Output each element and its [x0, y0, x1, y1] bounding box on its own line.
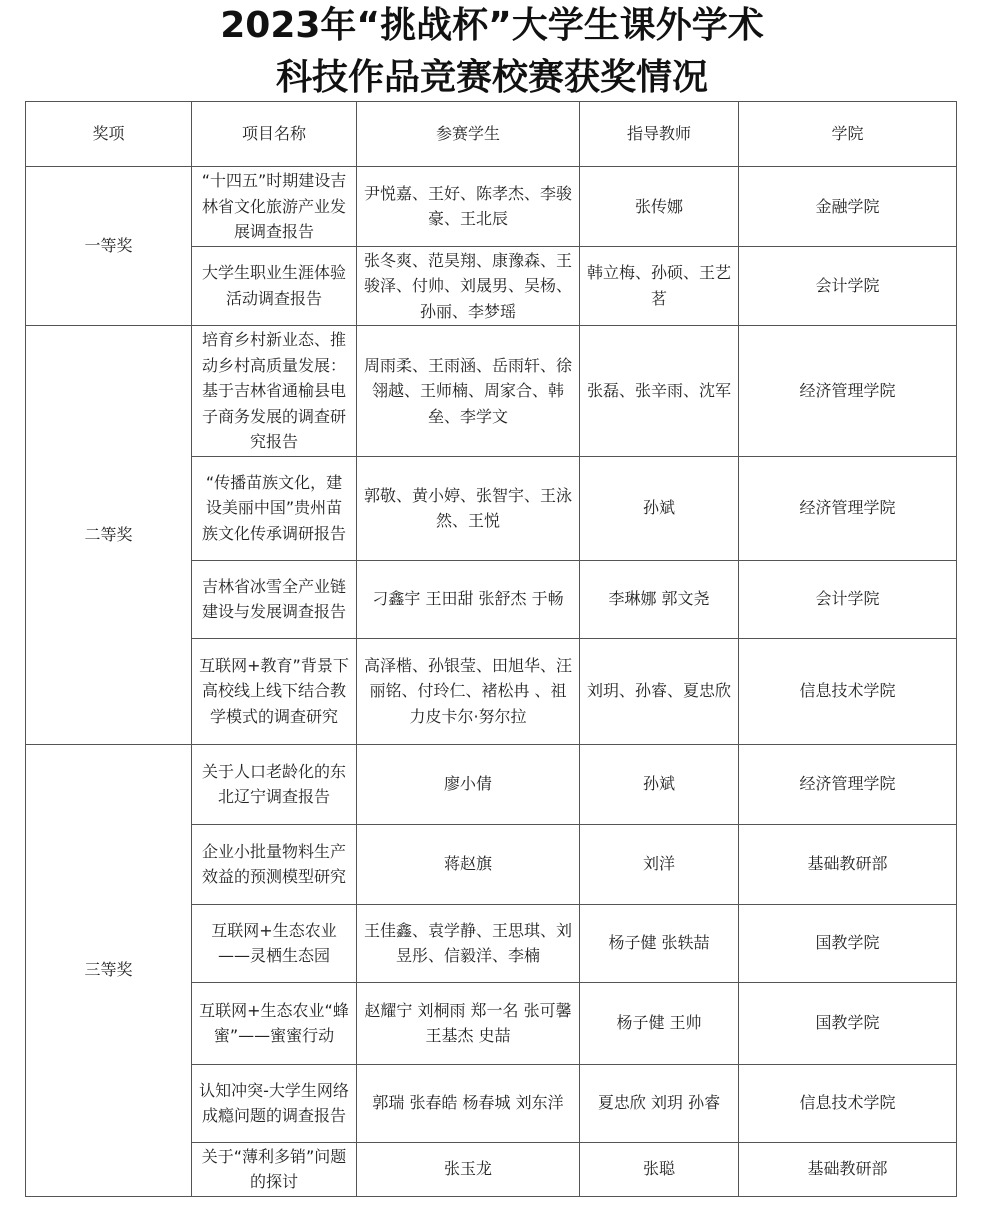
- advisor-cell: 张传娜: [580, 167, 739, 247]
- project-cell: 互联网+生态农业——灵栖生态园: [192, 904, 357, 982]
- project-cell: 大学生职业生涯体验活动调查报告: [192, 246, 357, 326]
- project-cell: 吉林省冰雪全产业链建设与发展调查报告: [192, 560, 357, 638]
- college-cell: 国教学院: [739, 982, 957, 1064]
- table-row: [26, 167, 957, 247]
- students-cell: 张冬爽、范昊翔、康豫森、王骏泽、付帅、刘晟男、吴杨、孙丽、李梦瑶: [357, 246, 580, 326]
- students-cell: 郭敬、黄小婷、张智宇、王泳然、王悦: [357, 456, 580, 560]
- project-cell: 企业小批量物料生产效益的预测模型研究: [192, 824, 357, 904]
- students-cell: 蒋赵旗: [357, 824, 580, 904]
- page-title-line-1: 2023年“挑战杯”大学生课外学术: [220, 5, 764, 46]
- advisor-cell: 孙斌: [580, 744, 739, 824]
- college-cell: 经济管理学院: [739, 744, 957, 824]
- table-header-row: [26, 102, 957, 167]
- award-cell: 一等奖: [26, 167, 192, 326]
- project-cell: “传播苗族文化，建设美丽中国”贵州苗族文化传承调研报告: [192, 456, 357, 560]
- advisor-cell: 张聪: [580, 1142, 739, 1196]
- advisor-cell: 刘洋: [580, 824, 739, 904]
- table-row: [26, 326, 957, 457]
- advisor-cell: 张磊、张辛雨、沈军: [580, 326, 739, 457]
- table-row: [26, 744, 957, 824]
- college-cell: 国教学院: [739, 904, 957, 982]
- award-table: [25, 101, 957, 1197]
- college-cell: 会计学院: [739, 560, 957, 638]
- project-cell: 关于“薄利多销”问题的探讨: [192, 1142, 357, 1196]
- project-cell: 互联网+教育”背景下高校线上线下结合教学模式的调查研究: [192, 638, 357, 744]
- students-cell: 尹悦嘉、王好、陈孝杰、李骏豪、王北辰: [357, 167, 580, 247]
- award-cell: 二等奖: [26, 326, 192, 745]
- header-advisor: 指导教师: [580, 102, 739, 167]
- project-cell: 培育乡村新业态、推动乡村高质量发展：基于吉林省通榆县电子商务发展的调查研究报告: [192, 326, 357, 457]
- header-college: 学院: [739, 102, 957, 167]
- students-cell: 高泽楷、孙银莹、田旭华、汪丽铭、付玲仁、褚松冉 、祖力皮卡尔·努尔拉: [357, 638, 580, 744]
- page-title-line-2: 科技作品竞赛校赛获奖情况: [275, 57, 708, 98]
- college-cell: 基础教研部: [739, 1142, 957, 1196]
- project-cell: 关于人口老龄化的东北辽宁调查报告: [192, 744, 357, 824]
- students-cell: 刁鑫宇 王田甜 张舒杰 于畅: [357, 560, 580, 638]
- college-cell: 信息技术学院: [739, 1064, 957, 1142]
- project-cell: “十四五”时期建设吉林省文化旅游产业发展调查报告: [192, 167, 357, 247]
- students-cell: 周雨柔、王雨涵、岳雨轩、徐翎越、王师楠、周家合、韩垒、李学文: [357, 326, 580, 457]
- advisor-cell: 李琳娜 郭文尧: [580, 560, 739, 638]
- advisor-cell: 韩立梅、孙硕、王艺茗: [580, 246, 739, 326]
- students-cell: 郭瑞 张春皓 杨春城 刘东洋: [357, 1064, 580, 1142]
- advisor-cell: 杨子健 张轶喆: [580, 904, 739, 982]
- students-cell: 王佳鑫、袁学静、王思琪、刘昱彤、信毅洋、李楠: [357, 904, 580, 982]
- college-cell: 基础教研部: [739, 824, 957, 904]
- students-cell: 赵耀宁 刘桐雨 郑一名 张可馨 王基杰 史喆: [357, 982, 580, 1064]
- students-cell: 张玉龙: [357, 1142, 580, 1196]
- header-students: 参赛学生: [357, 102, 580, 167]
- college-cell: 经济管理学院: [739, 456, 957, 560]
- students-cell: 廖小倩: [357, 744, 580, 824]
- college-cell: 信息技术学院: [739, 638, 957, 744]
- college-cell: 经济管理学院: [739, 326, 957, 457]
- project-cell: 互联网+生态农业“蜂蜜”——蜜蜜行动: [192, 982, 357, 1064]
- college-cell: 金融学院: [739, 167, 957, 247]
- advisor-cell: 孙斌: [580, 456, 739, 560]
- college-cell: 会计学院: [739, 246, 957, 326]
- advisor-cell: 夏忠欣 刘玥 孙睿: [580, 1064, 739, 1142]
- header-project: 项目名称: [192, 102, 357, 167]
- advisor-cell: 杨子健 王帅: [580, 982, 739, 1064]
- advisor-cell: 刘玥、孙睿、夏忠欣: [580, 638, 739, 744]
- award-cell: 三等奖: [26, 744, 192, 1196]
- header-award: 奖项: [26, 102, 192, 167]
- project-cell: 认知冲突-大学生网络成瘾问题的调查报告: [192, 1064, 357, 1142]
